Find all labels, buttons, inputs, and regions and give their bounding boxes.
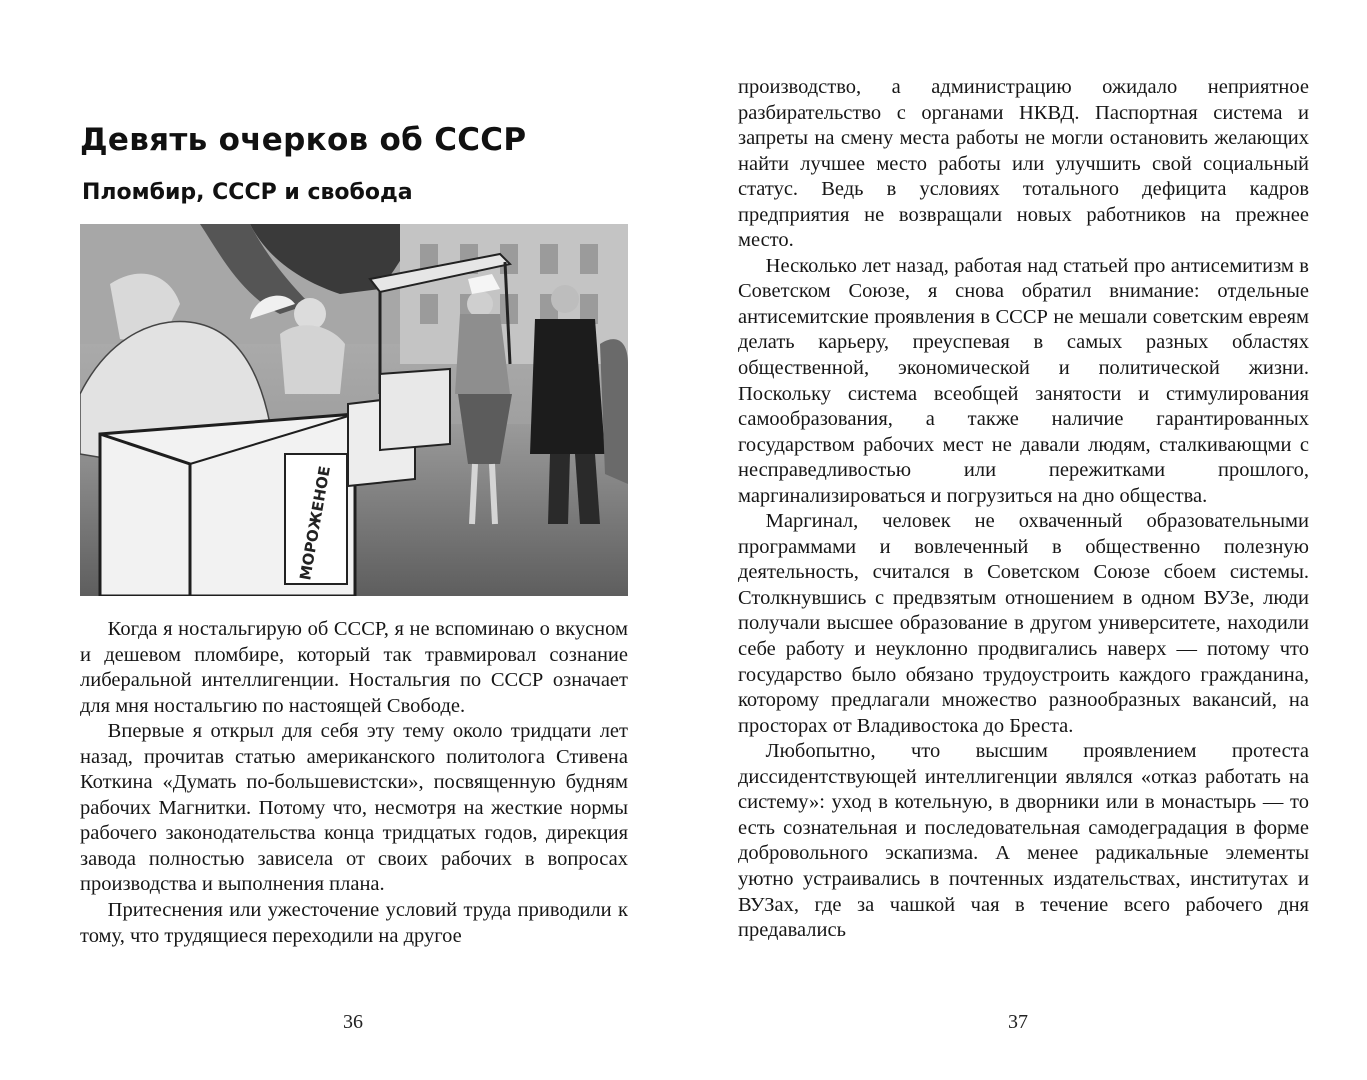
- paragraph: Когда я ностальгирую об СССР, я не вспоминаю о вкусном и дешевом пломбире, который так травмировал сознание либеральной интеллигенции. Ностальгия по СССР означает для мня ностальгию по настоящей Свободе.: [80, 618, 628, 717]
- right-body-text: [738, 75, 1309, 944]
- paragraph: Притеснения или ужесточение условий труда приводили к тому, что трудящиеся переходили на другое: [80, 899, 628, 947]
- paragraph: Несколько лет назад, работая над статьей про антисемитизм в Советском Союзе, я снова обратил внимание: отдельные антисемитские проявления в СССР не мешали советским евреям делать карьеру, преуспевая в самых разных областях общественной, экономической и политической жизни. Поскольку система всеобщей занятости и стимулирования самообразования, а также наличие гарантированных государством рабочих мест не давали людям, сталкивающми с несправедливостью или пережитками прошлого, маргинализироваться и погрузиться на дно общества.: [738, 254, 1309, 507]
- page-number: 36: [343, 1011, 363, 1033]
- paragraph: Маргинал, человек не охваченный образовательными программами и вовлеченный в общественно полезную деятельность, считался в Советском Союзе сбоем системы. Столкнувшись с предвзятым отношением в одном ВУЗе, люди получали высшее образование в другом университете, находили себе работу и неуклонно продвигались наверх — потому что государство было обязано трудоустроить каждого гражданина, которому предлагали множество разнообразных вакансий, на просторах от Владивостока до Бреста.: [738, 510, 1309, 737]
- paragraph-continuation: производство, а администрацию ожидало неприятное разбирательство с органами НКВД. Паспортная система и запреты на смену места работы не могли остановить желающих найти лучшее место работы или улучшить свой социальный статус. Ведь в условиях тотального дефицита кадров предприятия не возвращали новых работников на прежнее место.: [738, 76, 1309, 252]
- left-body-text: [80, 617, 628, 949]
- chapter-title: Девять очерков об СССР: [80, 122, 527, 158]
- ice-cream-vendors-photo: [80, 224, 628, 596]
- right-page: [683, 0, 1367, 1080]
- page-number: 37: [1008, 1011, 1028, 1033]
- paragraph: Впервые я открыл для себя эту тему около тридцати лет назад, прочитав статью американского политолога Стивена Коткина «Думать по-большевистски», посвященную будням рабочих Магнитки. Потому что, несмотря на жесткие нормы рабочего законодательства конца тридцатых годов, дирекция завода полностью зависела от своих рабочих в вопросах производства и выполнения плана.: [80, 720, 628, 896]
- section-title: Пломбир, СССР и свобода: [82, 180, 413, 205]
- photo-sign-text: МОРОЖЕНОЕ: [296, 464, 334, 582]
- left-page: [0, 0, 683, 1080]
- paragraph: Любопытно, что высшим проявлением протеста диссидентствующей интеллигенции являлся «отказ работать на систему»: уход в котельную, в дворники или в монастырь — то есть сознательная и последовательная самодеградация в форме добровольного эскапизма. А менее радикальные элементы уютно устраивались в почтенных издательствах, институтах и ВУЗах, где за чашкой чая в течение всего рабочего дня предавались: [738, 740, 1309, 942]
- photo-illustration: [80, 224, 628, 596]
